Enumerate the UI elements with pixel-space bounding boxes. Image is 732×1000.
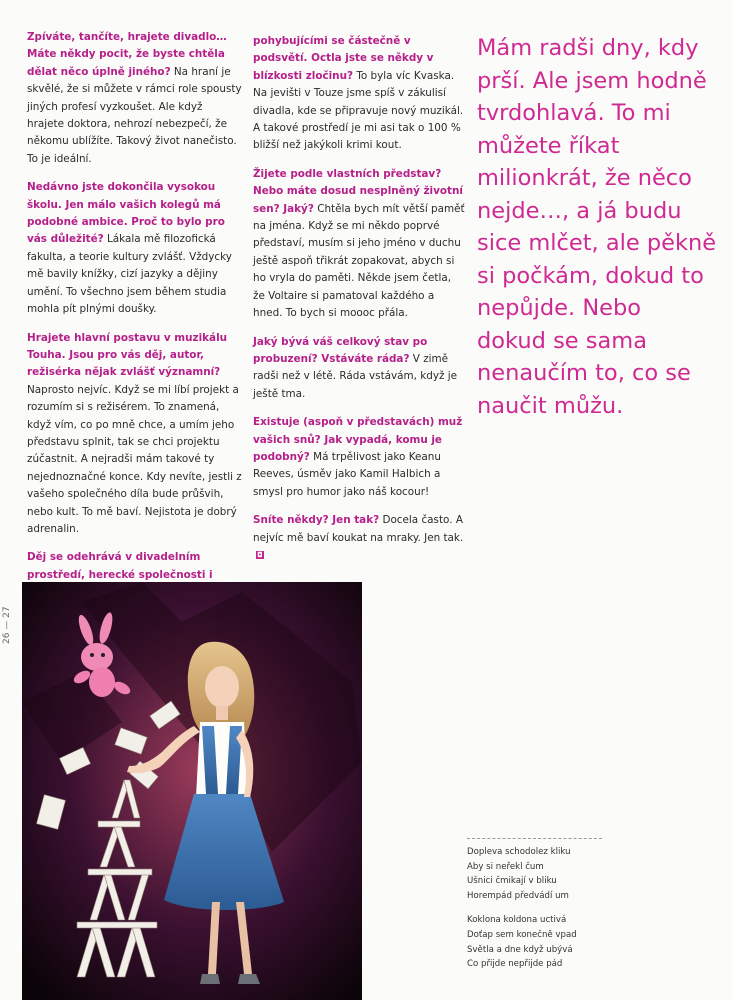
interview-answer: V zimě radši než v létě. Ráda vstávám, když je ještě tma. (253, 352, 458, 400)
poem-stanza-1 (467, 845, 617, 903)
interview-question: Děj se odehrává v divadelním prostředí, herecké společnosti i (27, 551, 213, 581)
interview-answer: Chtěla bych mít větší paměť na jména. Když se mi někdo poprvé představí, musím si jeho jméno v duchu ještě aspoň třikrát zopakovat, abych si ho vryla do paměti. Někde jsem četla, že Voltaire si pamatoval každého a hned. To bych si moooc přála. (253, 202, 465, 320)
interview-question: Nedávno jste dokončila vysokou školu. Jen málo vašich kolegů má podobné ambice. Proč to bylo pro vás důležité? (27, 181, 225, 246)
poem-line: Co přijde nepřijde pád (467, 959, 563, 970)
interview-question: Existuje (aspoň v představách) muž vašich snů? Jak vypadá, komu je podobný? (253, 416, 463, 463)
poem-line: Horempád předvádí um (467, 890, 569, 901)
poem-stanza-2 (467, 913, 617, 971)
interview-answer: Na hraní je skvělé, že si můžete v rámci role spousty jiných profesí vyzkoušet. Ale když hrajete doktora, nehrozí nebezpečí, že někomu ublížíte. Takový život nanečisto. To je ideální. (27, 65, 242, 165)
end-mark-icon: ◘ (257, 550, 263, 559)
interview-question: Žijete podle vlastních představ? Nebo máte dosud nesplněný životní sen? Jaký? (253, 167, 463, 215)
interview-paragraph (27, 330, 242, 539)
interview-column-left (27, 29, 242, 613)
interview-paragraph (253, 33, 465, 155)
interview-answer: Docela často. A nejvíc mě baví koukat na mraky. Jen tak. (253, 514, 464, 544)
interview-question: pohybujícími se částečně v podsvětí. Octla jste se někdy v blízkosti zločinu? (253, 35, 434, 82)
interview-question: Sníte někdy? Jen tak? (253, 514, 380, 527)
interview-answer: To byla víc Kvaska. Na jevišti v Touze jsme spíš v zákulisí divadla, kde se připravuje nový muzikál. A takové prostředí je mi asi tak o 100 % bližší než jakýkoli krimi kout. (253, 69, 464, 152)
interview-answer: Naprosto nejvíc. Když se mi líbí projekt a rozumím si s režisérem. To znamená, když vím, co po mně chce, a umím jeho představu splnit, tak se chci projektu zúčastnit. A nejradši mám takové ty nejednoznačné konce. Kdy nevíte, jestli z vašeho společného díla bude průšvih, nebo kult. To mě baví. Nejistota je dobrý adrenalin. (27, 383, 242, 535)
poem-line: Světla a dne když ubývá (467, 944, 573, 955)
poem-line: Dopleva schodolez kliku (467, 847, 571, 857)
interview-question: Jaký bývá váš celkový stav po probuzení? Vstáváte ráda? (253, 335, 428, 365)
interview-question: Zpíváte, tančíte, hrajete divadlo… Máte někdy pocit, že byste chtěla dělat něco úplně jiného? (27, 31, 227, 78)
interview-question: Hrajete hlavní postavu v muzikálu Touha. Jsou pro vás děj, autor, režisérka nějak zvlášť významní? (27, 331, 228, 379)
stage-photo (22, 582, 362, 1000)
interview-paragraph (27, 29, 242, 168)
interview-answer: Má trpělivost jako Keanu Reeves, úsměv jako Kamil Halbich a smysl pro humor jako náš kocour! (253, 450, 441, 498)
poem-line: Doťap sem konečně vpad (467, 929, 577, 940)
interview-paragraph (253, 334, 465, 404)
poem-line: Aby si neřekl čum (467, 861, 544, 872)
interview-paragraph (253, 512, 465, 564)
interview-paragraph (253, 166, 465, 323)
interview-answer: Lákala mě filozofická fakulta, a teorie kultury zvlášť. Vždycky mě bavily knížky, cizí jazyky a dějiny umění. To všechno jsem během studia mohla pít plnými doušky. (27, 233, 232, 316)
interview-paragraph (253, 414, 465, 501)
interview-paragraph (27, 179, 242, 318)
poem-line: Koklona koldona uctivá (467, 915, 567, 926)
interview-column-middle (253, 33, 465, 575)
pull-quote: Mám radši dny, kdy prší. Ale jsem hodně tvrdohlavá. To mi můžete říkat milionkrát, že něco nejde…, a já budu sice mlčet, ale pěkně si počkám, dokud to nepůjde. Nebo dokud se sama nenaučím to, co se naučit můžu. (477, 35, 717, 419)
poem-line: Ušnici čmikají v bliku (467, 876, 557, 887)
poem-rule (467, 838, 602, 839)
poem (467, 838, 617, 982)
page-number: 26 — 27 (2, 606, 12, 644)
